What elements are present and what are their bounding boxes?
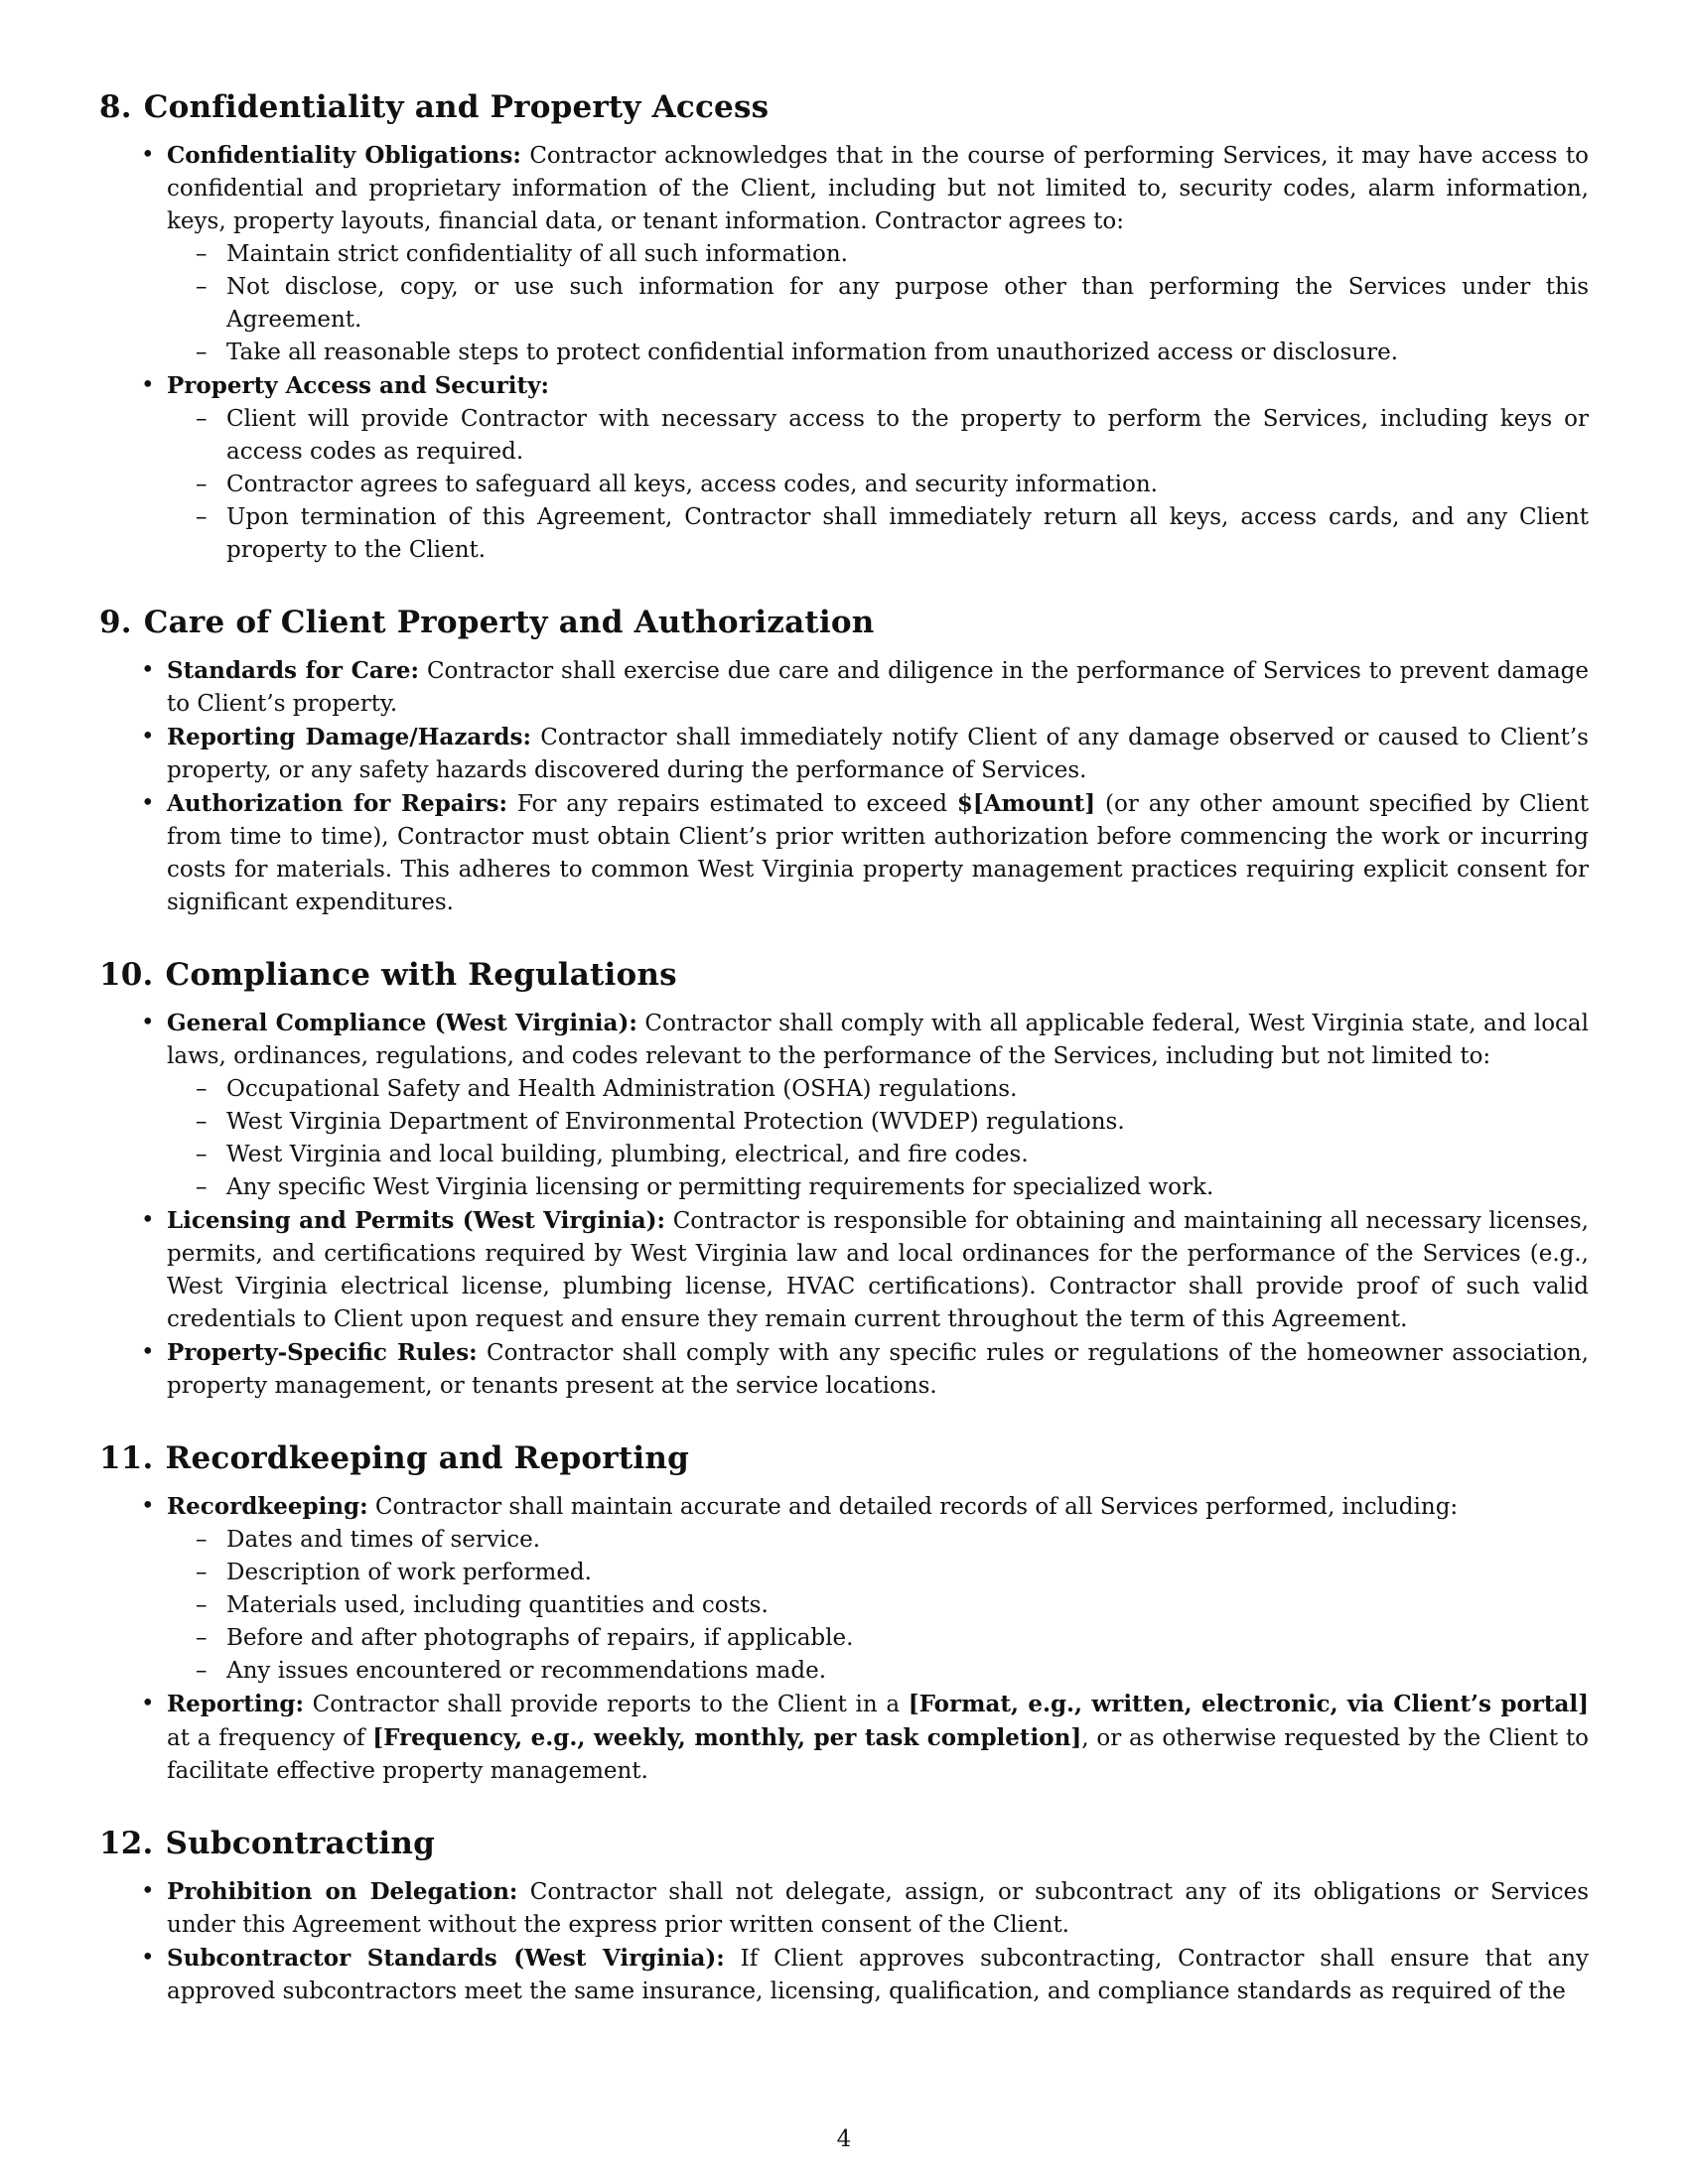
sub-list-item: – Any specific West Virginia licensing or permitting requirements for specialized work. (226, 1171, 1589, 1204)
bullet-list (99, 1007, 1589, 1403)
sub-list (167, 1073, 1589, 1204)
section-heading (99, 89, 1589, 125)
section-title: Subcontracting (165, 1826, 435, 1861)
item-text: Contractor shall provide reports to the Client in a (303, 1692, 909, 1717)
list-item (167, 1875, 1589, 1942)
sub-list (167, 403, 1589, 567)
item-label: Property Access and Security: (167, 372, 549, 399)
item-label: Recordkeeping: (167, 1493, 368, 1520)
section-heading (99, 957, 1589, 993)
page-number: 4 (836, 2126, 852, 2152)
list-item (167, 1007, 1589, 1204)
section-12 (99, 1826, 1589, 2008)
item-label: Reporting: (167, 1691, 304, 1717)
list-item (167, 1336, 1589, 1403)
list-item (167, 1204, 1589, 1336)
item-text: (or any other amount specified by Client from time to time), Contractor must obtain Client’s prior written authorization before commencing the work or incurring costs for materials. This adheres to common West Virginia property management practices requiring explicit consent for significant expenditures. (167, 791, 1589, 915)
bullet-list (99, 654, 1589, 919)
section-number: 9. (99, 605, 132, 640)
bullet-list (99, 1490, 1589, 1788)
section-number: 10. (99, 957, 154, 993)
section-8 (99, 89, 1589, 567)
item-text: Contractor shall maintain accurate and detailed records of all Services performed, including: (367, 1494, 1459, 1520)
sub-list-item: – Description of work performed. (226, 1557, 1589, 1589)
item-label: Licensing and Permits (West Virginia): (167, 1207, 665, 1234)
sub-list-item: – West Virginia Department of Environmental Protection (WVDEP) regulations. (226, 1106, 1589, 1139)
item-label: Property-Specific Rules: (167, 1339, 478, 1366)
section-10 (99, 957, 1589, 1403)
item-label: Confidentiality Obligations: (167, 142, 521, 169)
section-11 (99, 1440, 1589, 1788)
item-text: Contractor acknowledges that in the course of performing Services, it may have access to confidential and proprietary information of the Client, including but not limited to, security codes, alarm information, keys, property layouts, financial data, or tenant information. Contractor agrees to: (167, 143, 1590, 234)
sub-list-item: – Materials used, including quantities and costs. (226, 1589, 1589, 1622)
item-label: Authorization for Repairs: (167, 790, 507, 817)
list-item (167, 1942, 1589, 2008)
list-item (167, 721, 1589, 787)
item-text: Contractor shall comply with all applicable federal, West Virginia state, and local laws, ordinances, regulations, and codes relevant to the performance of the Services, including but not limited to: (167, 1011, 1589, 1069)
section-title: Care of Client Property and Authorization (143, 605, 875, 640)
list-item (167, 139, 1589, 369)
item-text: at a frequency of (167, 1725, 373, 1751)
item-text: If Client approves subcontracting, Contractor shall ensure that any approved subcontractors meet the same insurance, licensing, qualification, and compliance standards as required of the (167, 1946, 1589, 2004)
item-text: Contractor shall immediately notify Client of any damage observed or caused to Client’s property, or any safety hazards discovered during the performance of Services. (167, 725, 1589, 783)
sub-list-item: – Not disclose, copy, or use such information for any purpose other than performing the Services under this Agreement. (226, 271, 1589, 337)
sub-list (167, 1524, 1589, 1688)
item-text: For any repairs estimated to exceed (506, 791, 957, 817)
list-item (167, 1688, 1589, 1788)
section-title: Confidentiality and Property Access (143, 89, 770, 125)
section-title: Compliance with Regulations (165, 957, 677, 993)
sub-list-item: – Contractor agrees to safeguard all keys, access codes, and security information. (226, 469, 1589, 501)
frequency-placeholder: [Frequency, e.g., weekly, monthly, per task completion] (372, 1724, 1082, 1751)
section-number: 11. (99, 1440, 154, 1476)
sub-list-item: – Any issues encountered or recommendations made. (226, 1655, 1589, 1688)
item-label: Prohibition on Delegation: (167, 1878, 518, 1905)
item-label: Standards for Care: (167, 657, 420, 684)
section-number: 12. (99, 1826, 154, 1861)
sub-list (167, 238, 1589, 369)
item-label: Subcontractor Standards (West Virginia): (167, 1945, 725, 1972)
amount-placeholder: $[Amount] (956, 790, 1096, 817)
sub-list-item: – Before and after photographs of repairs, if applicable. (226, 1622, 1589, 1655)
item-text: Contractor shall exercise due care and diligence in the performance of Services to prevent damage to Client’s property. (167, 658, 1589, 717)
list-item (167, 787, 1589, 919)
sub-list-item: – Take all reasonable steps to protect confidential information from unauthorized access or disclosure. (226, 337, 1589, 369)
sub-list-item: – Occupational Safety and Health Administration (OSHA) regulations. (226, 1073, 1589, 1106)
section-heading (99, 1826, 1589, 1861)
section-9 (99, 605, 1589, 919)
list-item (167, 369, 1589, 567)
list-item (167, 654, 1589, 721)
sub-list-item: – Client will provide Contractor with necessary access to the property to perform the Services, including keys or access codes as required. (226, 403, 1589, 469)
bullet-list (99, 139, 1589, 567)
item-text: Contractor shall comply with any specific rules or regulations of the homeowner association, property management, or tenants present at the service locations. (167, 1340, 1589, 1399)
section-heading (99, 605, 1589, 640)
document-page (99, 89, 1589, 2046)
item-text: Contractor shall not delegate, assign, or subcontract any of its obligations or Services under this Agreement without the express prior written consent of the Client. (167, 1879, 1589, 1938)
section-heading (99, 1440, 1589, 1476)
section-title: Recordkeeping and Reporting (165, 1440, 689, 1476)
sub-list-item: – Upon termination of this Agreement, Contractor shall immediately return all keys, access cards, and any Client property to the Client. (226, 501, 1589, 567)
section-number: 8. (99, 89, 132, 125)
sub-list-item: – West Virginia and local building, plumbing, electrical, and fire codes. (226, 1139, 1589, 1171)
bullet-list (99, 1875, 1589, 2008)
item-label: General Compliance (West Virginia): (167, 1010, 637, 1036)
item-text: , or as otherwise requested by the Client to facilitate effective property management. (167, 1725, 1589, 1784)
format-placeholder: [Format, e.g., written, electronic, via Client’s portal] (908, 1691, 1589, 1717)
item-label: Reporting Damage/Hazards: (167, 724, 531, 751)
item-text: Contractor is responsible for obtaining and maintaining all necessary licenses, permits, and certifications required by West Virginia law and local ordinances for the performance of the Services (e.g., West Virginia electrical license, plumbing license, HVAC certifications). Contractor shall provide proof of such valid credentials to Client upon request and ensure they remain current throughout the term of this Agreement. (167, 1208, 1589, 1332)
list-item (167, 1490, 1589, 1688)
sub-list-item: – Dates and times of service. (226, 1524, 1589, 1557)
sub-list-item: – Maintain strict confidentiality of all such information. (226, 238, 1589, 271)
